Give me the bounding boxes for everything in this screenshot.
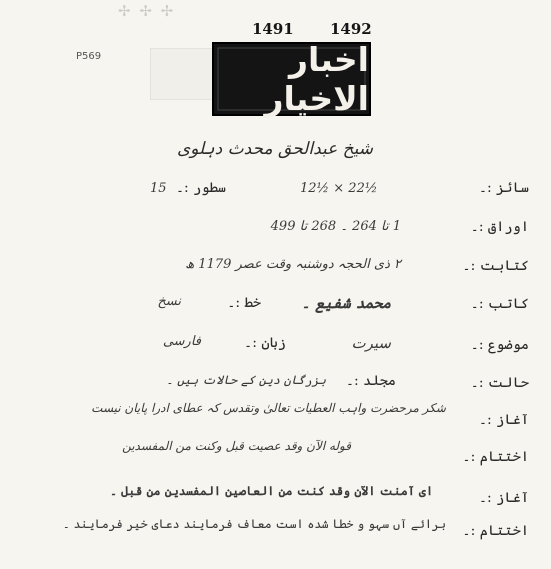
value-beginning-2: ای آمنت الآن وقد کنت من العاصین المفسدین من قبل ۔ xyxy=(109,484,433,498)
value-scribing-date: ۲ ذی الحجہ دوشنبہ وقت عصر 1179 ھ xyxy=(185,257,401,272)
label-leaves: اوراق :۔ xyxy=(470,219,529,235)
value-subject: سیرت xyxy=(351,334,391,352)
value-condition: بزرگان دین کے حالات ہیں ۔ xyxy=(166,373,326,387)
value-script: نسخ xyxy=(157,294,181,309)
author-name: شیخ عبدالحق محدث دہلوی xyxy=(176,139,374,159)
label-size: سائز :۔ xyxy=(478,180,529,196)
serial-number-right: 1492 xyxy=(330,20,372,38)
label-ending-2: اختتام :۔ xyxy=(462,523,529,539)
value-beginning-1: شکر مرحضرت واہب العطیات تعالیٰ وتقدس کہ عطای ادرا پایان نیست xyxy=(91,401,446,415)
label-language: زبان :۔ xyxy=(244,335,286,351)
label-bound: مجلد :۔ xyxy=(345,373,396,389)
label-condition: حالت :۔ xyxy=(470,375,529,391)
value-language: فارسی xyxy=(162,334,201,349)
value-leaves: 1 تا 264 ۔ 268 تا 499 xyxy=(270,219,401,234)
logo-title-text: اخبار الاخیار xyxy=(264,40,369,118)
value-ending-1: قوله الآن وقد عصیت قبل وکنت من المفسدین xyxy=(122,439,351,453)
label-lines: سطور :۔ xyxy=(175,180,226,196)
value-scribe: محمد شفیع ۔ xyxy=(301,294,391,312)
value-ending-2: برائے آں سہو و خطا شدہ است معاف فرمایند دعای خیر فرمایند ۔ xyxy=(62,517,446,531)
label-beginning-2: آغاز :۔ xyxy=(478,490,529,506)
label-ending-1: اختتام :۔ xyxy=(462,449,529,465)
label-subject: موضوع :۔ xyxy=(470,337,529,353)
catalog-code: P569 xyxy=(76,51,102,62)
title-logo xyxy=(212,42,371,116)
serial-number-left: 1491 xyxy=(252,20,294,38)
label-script: خط :۔ xyxy=(227,295,261,311)
faint-bleed-through-mark: ✢ ✢ ✢ xyxy=(118,2,176,20)
label-scribing-date: کتابت :۔ xyxy=(462,258,529,274)
label-beginning-1: آغاز :۔ xyxy=(478,412,529,428)
label-scribe: کاتب :۔ xyxy=(470,296,529,312)
value-lines: 15 xyxy=(150,181,167,196)
value-size-dimensions: 12½ × 22½ xyxy=(300,181,378,196)
